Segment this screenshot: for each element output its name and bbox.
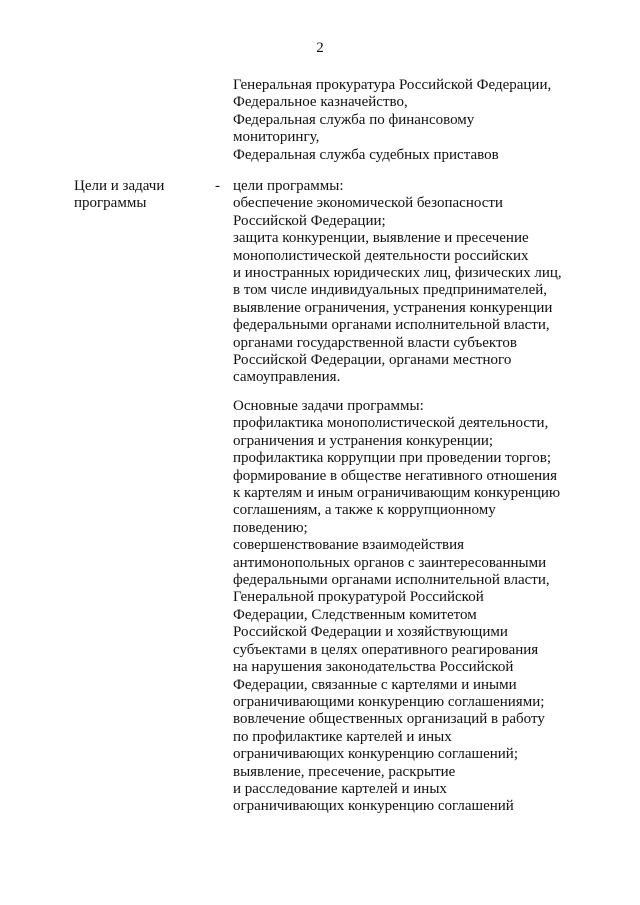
- section-label-line: программы: [74, 195, 147, 212]
- executors-list: [233, 77, 551, 164]
- task-line: субъектами в целях оперативного реагирования: [233, 641, 539, 658]
- goal-line: цели программы:: [233, 178, 344, 194]
- goal-line: Российской Федерации;: [233, 212, 386, 229]
- task-line: профилактика монополистической деятельности,: [233, 415, 549, 432]
- task-line: на нарушения законодательства Российской: [233, 659, 514, 676]
- goal-line: выявление ограничения, устранения конкуренции: [233, 299, 553, 316]
- task-line: Генеральной прокуратурой Российской: [233, 589, 484, 606]
- task-line: к картелям и иным ограничивающим конкуренцию: [233, 485, 561, 502]
- task-line: антимонопольных органов с заинтересованными: [233, 554, 547, 571]
- task-line: ограничивающих конкуренцию соглашений: [233, 798, 514, 815]
- task-line: Федерации, Следственным комитетом: [233, 606, 477, 623]
- goal-line: обеспечение экономической безопасности: [233, 195, 503, 212]
- page-number: 2: [316, 40, 324, 56]
- goal-line: монополистической деятельности российских: [233, 247, 529, 264]
- task-line: профилактика коррупции при проведении торгов;: [233, 450, 552, 467]
- goal-line: органами государственной власти субъектов: [233, 334, 517, 351]
- goal-line: в том числе индивидуальных предпринимателей,: [233, 282, 548, 299]
- executor-line: Федеральное казначейство,: [233, 94, 408, 111]
- tasks-list: [233, 398, 560, 816]
- goal-line: самоуправления.: [233, 369, 341, 386]
- section-label: [74, 178, 164, 213]
- executor-line: мониторингу,: [233, 129, 320, 146]
- goal-line: Российской Федерации, органами местного: [233, 352, 512, 369]
- task-line: ограничивающих конкуренцию соглашений;: [233, 746, 518, 763]
- executor-line: Федеральная служба по финансовому: [233, 111, 475, 128]
- executor-line: Федеральная служба судебных приставов: [233, 146, 499, 163]
- task-line: выявление, пресечение, раскрытие: [233, 763, 456, 780]
- task-line: ограничения и устранения конкуренции;: [233, 432, 494, 449]
- goal-line: федеральными органами исполнительной власти,: [233, 317, 550, 334]
- task-line: ограничивающими конкуренцию соглашениями;: [233, 693, 545, 710]
- task-line: Федерации, связанные с картелями и иными: [233, 676, 517, 693]
- task-line: формирование в обществе негативного отношения: [233, 467, 558, 484]
- goal-line: и иностранных юридических лиц, физических лиц,: [233, 265, 562, 282]
- task-line: и расследование картелей и иных: [233, 780, 447, 797]
- task-line: по профилактике картелей и иных: [233, 728, 452, 745]
- task-line: соглашениям, а также к коррупционному: [233, 502, 496, 519]
- task-line: вовлечение общественных организаций в работу: [233, 711, 545, 728]
- section-label-line: Цели и задачи: [74, 178, 165, 194]
- task-line: поведению;: [233, 519, 308, 536]
- task-line: федеральными органами исполнительной власти,: [233, 572, 550, 589]
- task-line: совершенствование взаимодействия: [233, 537, 465, 554]
- goals-list: [233, 178, 562, 387]
- task-line: Основные задачи программы:: [233, 398, 424, 414]
- dash-separator: -: [215, 178, 220, 194]
- task-line: Российской Федерации и хозяйствующими: [233, 624, 508, 641]
- executor-line: Генеральная прокуратура Российской Федерации,: [233, 77, 552, 93]
- goal-line: защита конкуренции, выявление и пресечение: [233, 230, 529, 247]
